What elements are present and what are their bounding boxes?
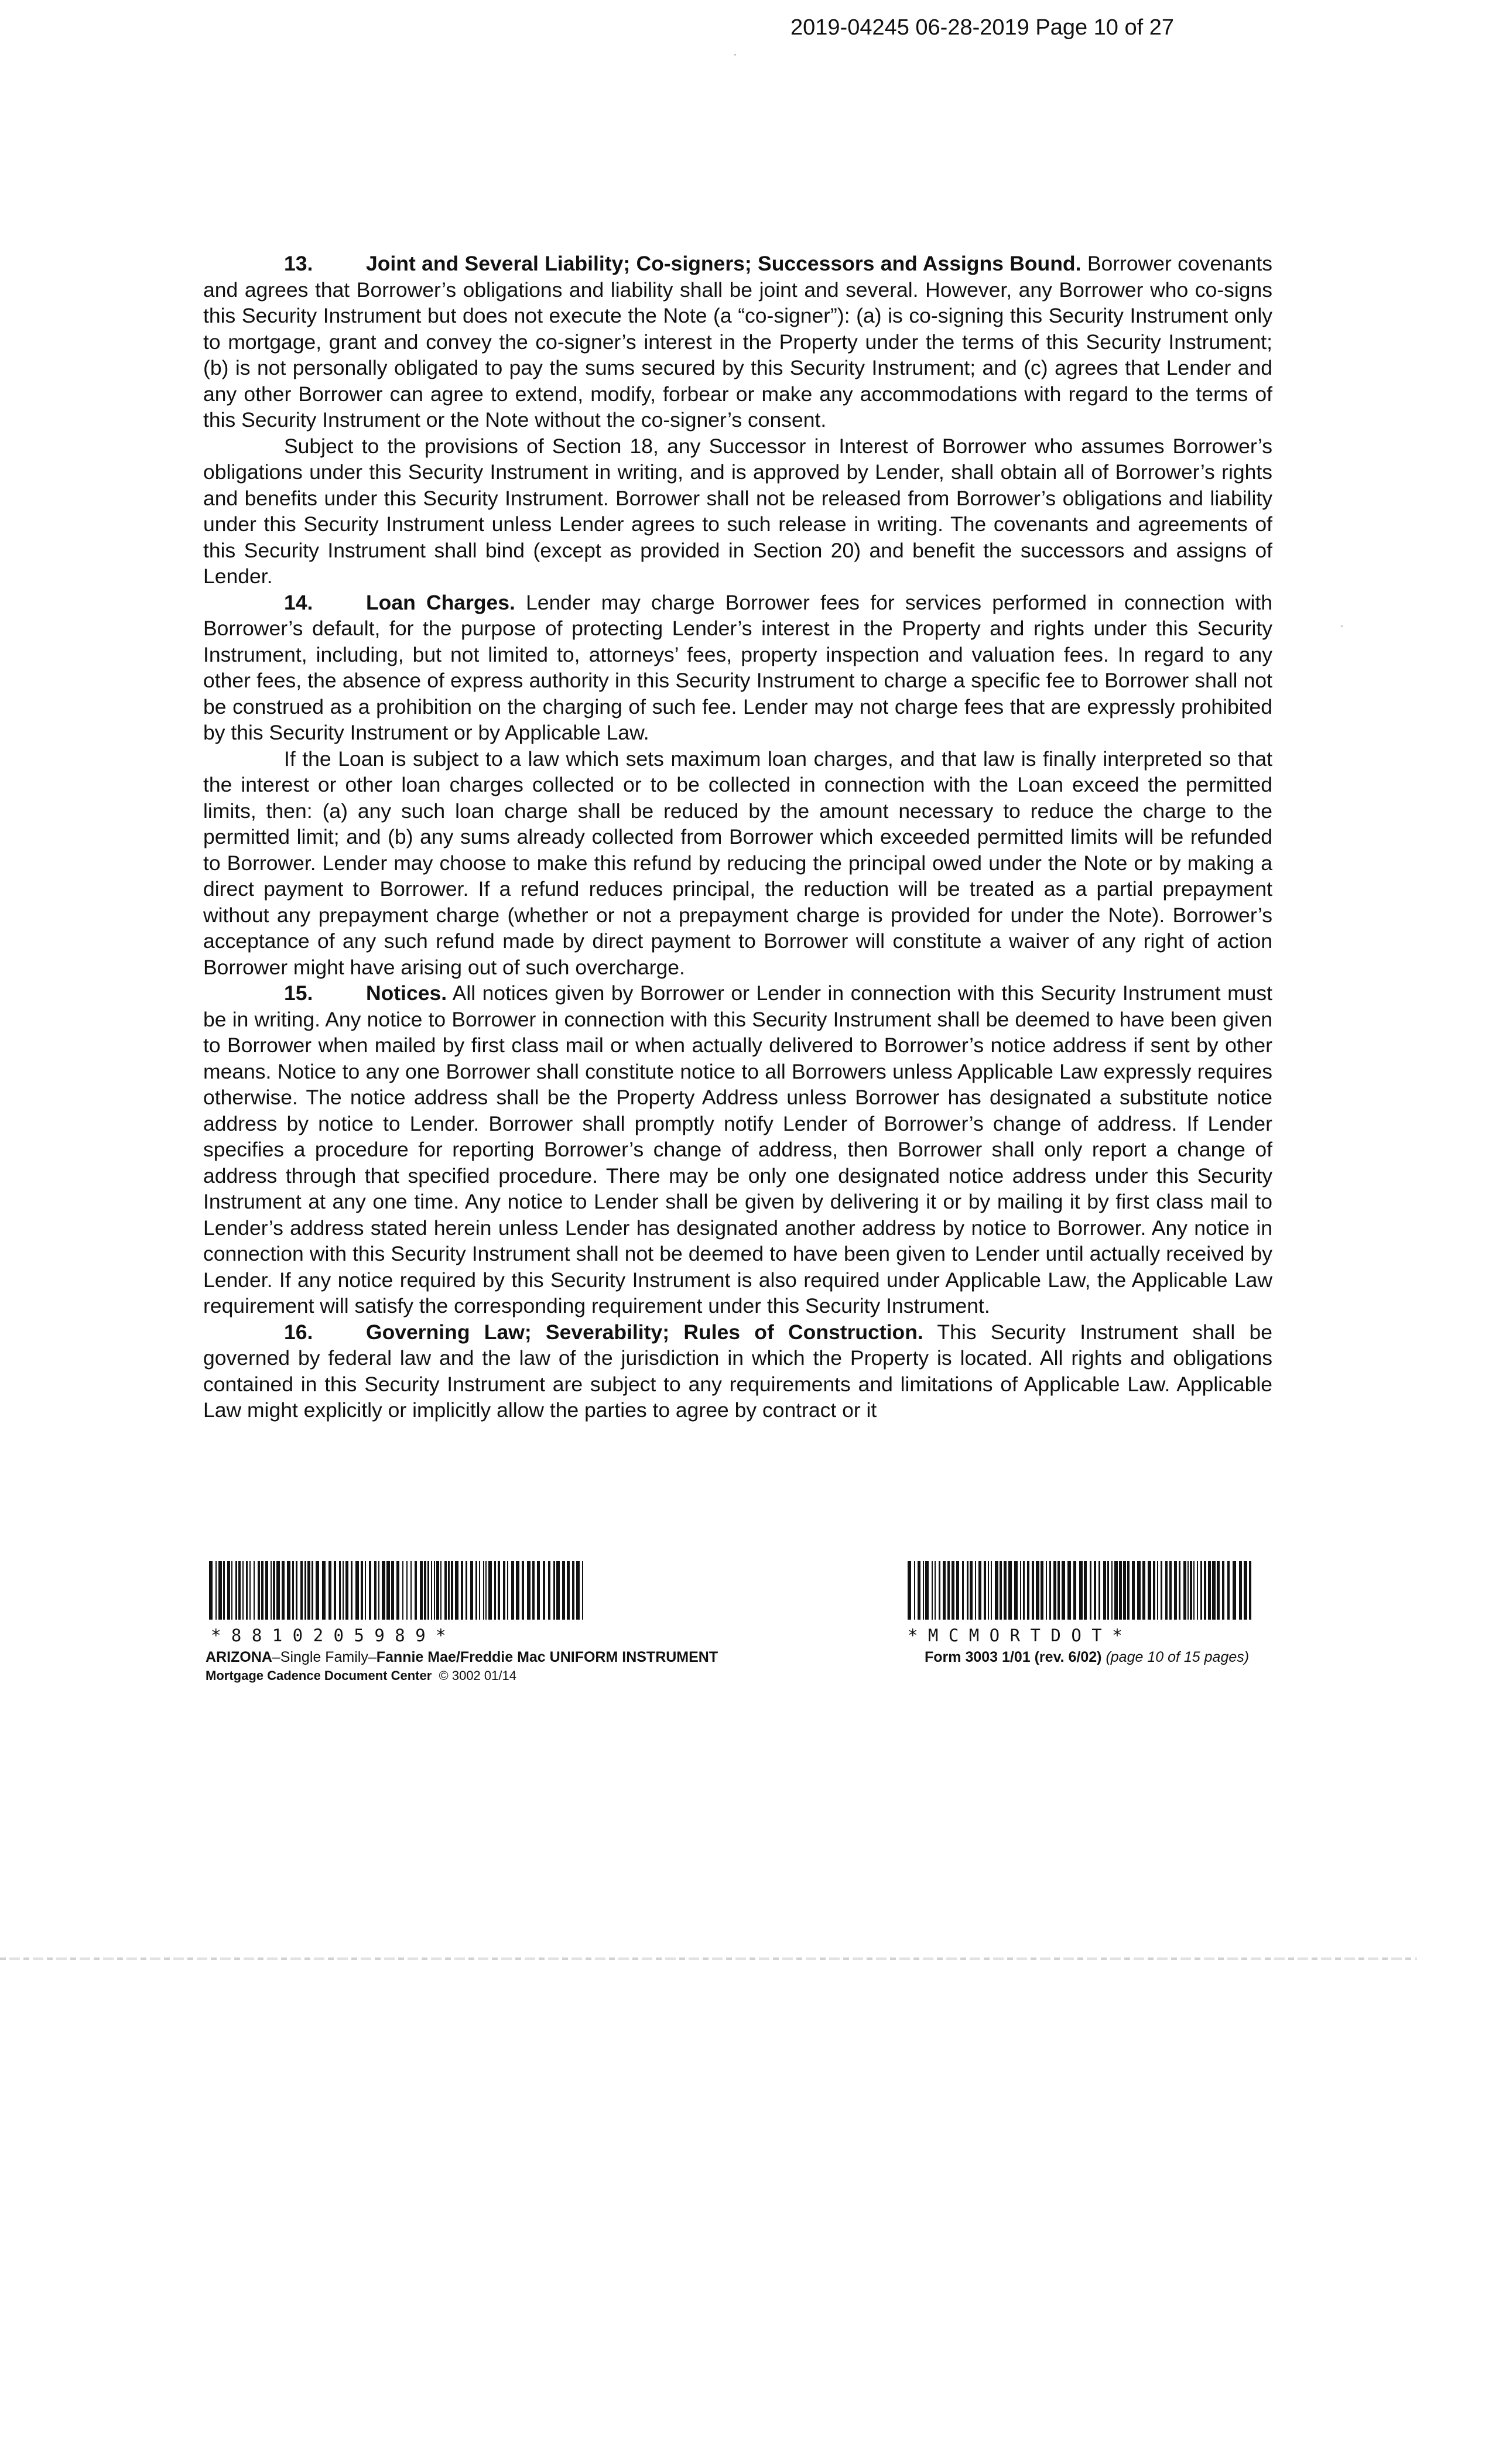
barcode-bar bbox=[1204, 1561, 1206, 1620]
footer-page: (page 10 of 15 pages) bbox=[1106, 1649, 1250, 1665]
form-barcode bbox=[908, 1561, 1253, 1607]
barcode-bar bbox=[386, 1561, 390, 1620]
paragraph: Borrower covenants and agrees that Borrower’s obligations and liability shall be joint and several. However, any Borrower who co-signs this Security Instrument but does not execute the Note (a “co-signer”): (a) is co-signing this Security Instrument only to mortgage, grant and convey the co-signer’s interest in the Property under the terms of this Security Instrument; (b) is not personally obligated to pay the sums secured by this Security Instrument; and (c) agrees that Lender and any other Borrower can agree to extend, modify, forbear or make any accommodations with regard to the terms of this Security Instrument or the Note without the co-signer’s consent. bbox=[203, 252, 1272, 432]
barcode-bar bbox=[935, 1561, 936, 1620]
barcode-bar bbox=[1041, 1561, 1043, 1620]
barcode-bar bbox=[1111, 1561, 1113, 1620]
barcode-bar bbox=[271, 1561, 272, 1620]
barcode-bar bbox=[218, 1561, 222, 1620]
barcode-bar bbox=[923, 1561, 924, 1620]
barcode-bar bbox=[1094, 1561, 1096, 1620]
barcode-bar bbox=[984, 1561, 986, 1620]
barcode-bar bbox=[925, 1561, 929, 1620]
barcode-bar bbox=[939, 1561, 940, 1620]
barcode-bar bbox=[231, 1561, 232, 1620]
barcode-bar bbox=[553, 1561, 555, 1620]
barcode-bar bbox=[1239, 1561, 1242, 1620]
barcode-bar bbox=[1217, 1561, 1220, 1620]
barcode-bar bbox=[914, 1561, 915, 1620]
footer-form: Form 3003 1/01 (rev. 6/02) bbox=[925, 1649, 1102, 1665]
barcode-bar bbox=[952, 1561, 954, 1620]
barcode-bar bbox=[391, 1561, 394, 1620]
barcode-bar bbox=[991, 1561, 992, 1620]
section-title: Notices. bbox=[366, 981, 447, 1005]
barcode-bar bbox=[307, 1561, 310, 1620]
barcode-bar bbox=[1057, 1561, 1060, 1620]
barcode-bar bbox=[235, 1561, 237, 1620]
barcode-bar bbox=[494, 1561, 496, 1620]
barcode-bar bbox=[522, 1561, 524, 1620]
barcode-bar bbox=[967, 1561, 968, 1620]
barcode-bar bbox=[1049, 1561, 1051, 1620]
barcode-bar bbox=[1244, 1561, 1247, 1620]
barcode-bar bbox=[1062, 1561, 1065, 1620]
barcode-bar bbox=[434, 1561, 435, 1620]
barcode-bar bbox=[1027, 1561, 1029, 1620]
barcode-bar bbox=[1008, 1561, 1012, 1620]
scan-artifact-line bbox=[0, 1957, 1417, 1960]
barcode-bar bbox=[365, 1561, 366, 1620]
barcode-bar bbox=[503, 1561, 505, 1620]
barcode-bar bbox=[339, 1561, 341, 1620]
barcode-bar bbox=[1157, 1561, 1158, 1620]
barcode-bar bbox=[328, 1561, 331, 1620]
scan-speck bbox=[1341, 625, 1343, 627]
barcode-bar bbox=[527, 1561, 531, 1620]
barcode-bar bbox=[355, 1561, 359, 1620]
barcode-bar bbox=[978, 1561, 981, 1620]
barcode-bar bbox=[261, 1561, 263, 1620]
footer-center: Mortgage Cadence Document Center bbox=[206, 1668, 432, 1683]
barcode-bar bbox=[461, 1561, 463, 1620]
barcode-bar bbox=[498, 1561, 500, 1620]
barcode-bar bbox=[382, 1561, 385, 1620]
barcode-bar bbox=[576, 1561, 580, 1620]
barcode-bar bbox=[343, 1561, 344, 1620]
barcode-bar bbox=[582, 1561, 583, 1620]
scan-speck bbox=[734, 54, 736, 56]
section-title: Governing Law; Severability; Rules of Construction. bbox=[366, 1320, 923, 1344]
barcode-bar bbox=[1014, 1561, 1018, 1620]
barcode-bar bbox=[932, 1561, 933, 1620]
barcode-bar bbox=[970, 1561, 973, 1620]
footer-form-line bbox=[925, 1649, 1249, 1666]
barcode-bar bbox=[532, 1561, 535, 1620]
barcode-bar bbox=[242, 1561, 244, 1620]
barcode-bar bbox=[479, 1561, 480, 1620]
barcode-bar bbox=[1119, 1561, 1122, 1620]
barcode-bar bbox=[562, 1561, 565, 1620]
barcode-bar bbox=[334, 1561, 336, 1620]
barcode-bar bbox=[507, 1561, 508, 1620]
barcode-bar bbox=[1000, 1561, 1002, 1620]
barcode-bar bbox=[1123, 1561, 1126, 1620]
barcode-bar bbox=[1161, 1561, 1162, 1620]
footer-instrument-line bbox=[206, 1649, 718, 1666]
barcode-bar bbox=[312, 1561, 313, 1620]
barcode-bar bbox=[440, 1561, 442, 1620]
paragraph: All notices given by Borrower or Lender in connection with this Security Instrument must be in writing. Any notice to Borrower in connection with this Security Instrument shall be deemed to have been given to Borrower when mailed by first class mail or when actually delivered to Borrower’s notice address if sent by other means. Notice to any one Borrower shall constitute notice to all Borrowers unless Applicable Law expressly requires otherwise. The notice address shall be the Property Address unless Borrower has designated a substitute notice address by notice to Lender. Borrower shall promptly notify Lender of Borrower’s change of address. If Lender specifies a procedure for reporting Borrower’s change of address, then Borrower shall only report a change of address through that specified procedure. There may be only one designated notice address under this Security Instrument at any one time. Any notice to Lender shall be given by delivering it or by mailing it by first class mail to Lender’s address stated herein unless Lender has designated another address by notice to Borrower. Any notice in connection with this Security Instrument shall not be deemed to have been given to Lender until actually received by Lender. If any notice required by this Security Instrument is also required under Applicable Law, the Applicable Law requirement will satisfy the corresponding requirement under this Security Instrument. bbox=[203, 981, 1272, 1317]
section-16 bbox=[203, 1319, 1272, 1423]
paragraph: If the Loan is subject to a law which sets maximum loan charges, and that law is finally interpreted so that the interest or other loan charges collected or to be collected in connection with the Loan exceed the permitted limits, then: (a) any such loan charge shall be reduced by the amount necessary to reduce the charge to the permitted limit; and (b) any sums already collected from Borrower which exceeded permitted limits will be refunded to Borrower. Lender may choose to make this refund by reducing the principal owed under the Note or by making a direct payment to Borrower. If a refund reduces principal, the reduction will be treated as a partial prepayment without any prepayment charge (whether or not a prepayment charge is provided for under the Note). Borrower’s acceptance of any such refund made by direct payment to Borrower will constitute a waiver of any right of action Borrower might have arising out of such overcharge. bbox=[203, 747, 1272, 979]
barcode-bar bbox=[572, 1561, 574, 1620]
barcode-bar bbox=[345, 1561, 348, 1620]
barcode-bar bbox=[1193, 1561, 1195, 1620]
barcode-bar bbox=[1183, 1561, 1186, 1620]
footer-instrument: Fannie Mae/Freddie Mac UNIFORM INSTRUMENT bbox=[376, 1649, 718, 1665]
barcode-bar bbox=[1169, 1561, 1172, 1620]
barcode-bar bbox=[995, 1561, 998, 1620]
barcode-bar bbox=[483, 1561, 484, 1620]
paragraph: This Security Instrument shall be governed by federal law and the law of the jurisdiction in which the Property is located. All rights and obligations contained in this Security Instrument are subject to any requirements and limitations of Applicable Law. Applicable Law might explicitly or implicitly allow the parties to agree by contract or it bbox=[203, 1320, 1272, 1422]
barcode-bar bbox=[1079, 1561, 1083, 1620]
form-barcode-text: * M C M O R T D O T * bbox=[908, 1625, 1122, 1645]
barcode-bar bbox=[1200, 1561, 1202, 1620]
barcode-bar bbox=[1165, 1561, 1168, 1620]
footer-center-line bbox=[206, 1668, 516, 1683]
barcode-bar bbox=[1212, 1561, 1216, 1620]
barcode-bar bbox=[485, 1561, 487, 1620]
barcode-bar bbox=[1098, 1561, 1100, 1620]
section-number: 16. bbox=[284, 1320, 313, 1344]
barcode-bar bbox=[1233, 1561, 1236, 1620]
barcode-bar bbox=[1067, 1561, 1071, 1620]
barcode-bar bbox=[1197, 1561, 1198, 1620]
barcode-bar bbox=[1190, 1561, 1192, 1620]
paragraph: Lender may charge Borrower fees for services performed in connection with Borrower’s default, for the purpose of protecting Lender’s interest in the Property and rights under this Security Instrument, including, but not limited to, attorneys’ fees, property inspection and valuation fees. In regard to any other fees, the absence of express authority in this Security Instrument to charge a specific fee to Borrower shall not be construed as a prohibition on the charging of such fee. Lender may not charge fees that are expressly prohibited by this Security Instrument or by Applicable Law. bbox=[203, 590, 1272, 744]
barcode-bar bbox=[956, 1561, 959, 1620]
barcode-bar bbox=[1153, 1561, 1155, 1620]
barcode-bar bbox=[455, 1561, 458, 1620]
barcode-bar bbox=[410, 1561, 412, 1620]
barcode-bar bbox=[420, 1561, 423, 1620]
barcode-bar bbox=[1142, 1561, 1145, 1620]
section-13 bbox=[203, 251, 1272, 433]
footer-copyright: © 3002 01/14 bbox=[439, 1668, 516, 1683]
barcode-bar bbox=[918, 1561, 920, 1620]
section-number: 15. bbox=[284, 981, 313, 1005]
barcode-bar bbox=[300, 1561, 303, 1620]
barcode-bar bbox=[316, 1561, 319, 1620]
barcode-bar bbox=[223, 1561, 225, 1620]
section-number: 14. bbox=[284, 590, 313, 614]
barcode-bar bbox=[537, 1561, 540, 1620]
page-stamp: 2019-04245 06-28-2019 Page 10 of 27 bbox=[790, 15, 1174, 40]
barcode-bar bbox=[1222, 1561, 1224, 1620]
barcode-bar bbox=[567, 1561, 570, 1620]
barcode-bar bbox=[374, 1561, 377, 1620]
barcode-bar bbox=[444, 1561, 447, 1620]
document-barcode-text: * 8 8 1 0 2 0 5 9 8 9 * bbox=[211, 1625, 446, 1645]
barcode-bar bbox=[1132, 1561, 1135, 1620]
barcode-bar bbox=[470, 1561, 473, 1620]
footer-state: ARIZONA bbox=[206, 1649, 272, 1665]
barcode-bar bbox=[1023, 1561, 1025, 1620]
barcode-bar bbox=[292, 1561, 294, 1620]
barcode-bar bbox=[475, 1561, 477, 1620]
barcode-bar bbox=[436, 1561, 439, 1620]
barcode-bar bbox=[466, 1561, 467, 1620]
barcode-bar bbox=[249, 1561, 251, 1620]
barcode-bar bbox=[227, 1561, 230, 1620]
barcode-bar bbox=[215, 1561, 217, 1620]
barcode-bar bbox=[427, 1561, 429, 1620]
barcode-bar bbox=[947, 1561, 950, 1620]
paragraph: Subject to the provisions of Section 18, any Successor in Interest of Borrower who assumes Borrower’s obligations under this Security Instrument in writing, and is approved by Lender, shall obtain all of Borrower’s rights and benefits under this Security Instrument. Borrower shall not be released from Borrower’s obligations and liability under this Security Instrument unless Lender agrees to such release in writing. The covenants and agreements of this Security Instrument shall bind (except as provided in Section 20) and benefit the successors and assigns of Lender. bbox=[203, 434, 1272, 588]
barcode-bar bbox=[1036, 1561, 1039, 1620]
barcode-bar bbox=[1187, 1561, 1189, 1620]
barcode-bar bbox=[282, 1561, 285, 1620]
barcode-bar bbox=[402, 1561, 403, 1620]
barcode-bar bbox=[1020, 1561, 1021, 1620]
barcode-bar bbox=[548, 1561, 550, 1620]
barcode-bar bbox=[287, 1561, 290, 1620]
barcode-bar bbox=[1004, 1561, 1007, 1620]
barcode-bar bbox=[451, 1561, 453, 1620]
barcode-bar bbox=[258, 1561, 260, 1620]
barcode-bar bbox=[246, 1561, 248, 1620]
barcode-bar bbox=[1107, 1561, 1109, 1620]
barcode-bar bbox=[448, 1561, 450, 1620]
barcode-bar bbox=[908, 1561, 911, 1620]
barcode-bar bbox=[556, 1561, 560, 1620]
section-title: Loan Charges. bbox=[366, 590, 515, 614]
barcode-bar bbox=[209, 1561, 213, 1620]
barcode-bar bbox=[396, 1561, 399, 1620]
barcode-bar bbox=[361, 1561, 363, 1620]
barcode-bar bbox=[351, 1561, 352, 1620]
barcode-bar bbox=[431, 1561, 432, 1620]
barcode-bar bbox=[543, 1561, 545, 1620]
barcode-bar bbox=[322, 1561, 326, 1620]
barcode-bar bbox=[943, 1561, 946, 1620]
barcode-bar bbox=[296, 1561, 297, 1620]
barcode-bar bbox=[1148, 1561, 1151, 1620]
barcode-bar bbox=[276, 1561, 280, 1620]
barcode-bar bbox=[265, 1561, 268, 1620]
barcode-bar bbox=[1046, 1561, 1047, 1620]
barcode-bar bbox=[1114, 1561, 1118, 1620]
footer-family: –Single Family– bbox=[272, 1649, 377, 1665]
barcode-bar bbox=[238, 1561, 241, 1620]
barcode-bar bbox=[406, 1561, 408, 1620]
barcode-bar bbox=[273, 1561, 275, 1620]
barcode-bar bbox=[1227, 1561, 1230, 1620]
barcode-bar bbox=[369, 1561, 371, 1620]
section-title: Joint and Several Liability; Co-signers; Successors and Assigns Bound. bbox=[366, 252, 1082, 275]
document-body bbox=[203, 251, 1272, 1423]
barcode-bar bbox=[304, 1561, 306, 1620]
barcode-bar bbox=[1090, 1561, 1091, 1620]
barcode-bar bbox=[254, 1561, 255, 1620]
barcode-bar bbox=[1032, 1561, 1034, 1620]
barcode-bar bbox=[1179, 1561, 1180, 1620]
barcode-bar bbox=[1053, 1561, 1056, 1620]
section-14 bbox=[203, 590, 1272, 746]
section-15 bbox=[203, 980, 1272, 1319]
barcode-bar bbox=[988, 1561, 989, 1620]
barcode-bar bbox=[1137, 1561, 1141, 1620]
barcode-bar bbox=[1073, 1561, 1076, 1620]
barcode-bar bbox=[1103, 1561, 1106, 1620]
document-barcode bbox=[209, 1561, 585, 1607]
barcode-bar bbox=[415, 1561, 417, 1620]
barcode-bar bbox=[975, 1561, 976, 1620]
section-number: 13. bbox=[284, 252, 313, 275]
barcode-bar bbox=[962, 1561, 964, 1620]
barcode-bar bbox=[1084, 1561, 1087, 1620]
barcode-bar bbox=[516, 1561, 519, 1620]
barcode-bar bbox=[488, 1561, 492, 1620]
barcode-bar bbox=[1174, 1561, 1177, 1620]
barcode-bar bbox=[1208, 1561, 1211, 1620]
barcode-bar bbox=[1127, 1561, 1130, 1620]
barcode-bar bbox=[424, 1561, 426, 1620]
barcode-bar bbox=[511, 1561, 514, 1620]
barcode-bar bbox=[378, 1561, 379, 1620]
barcode-bar bbox=[1249, 1561, 1251, 1620]
